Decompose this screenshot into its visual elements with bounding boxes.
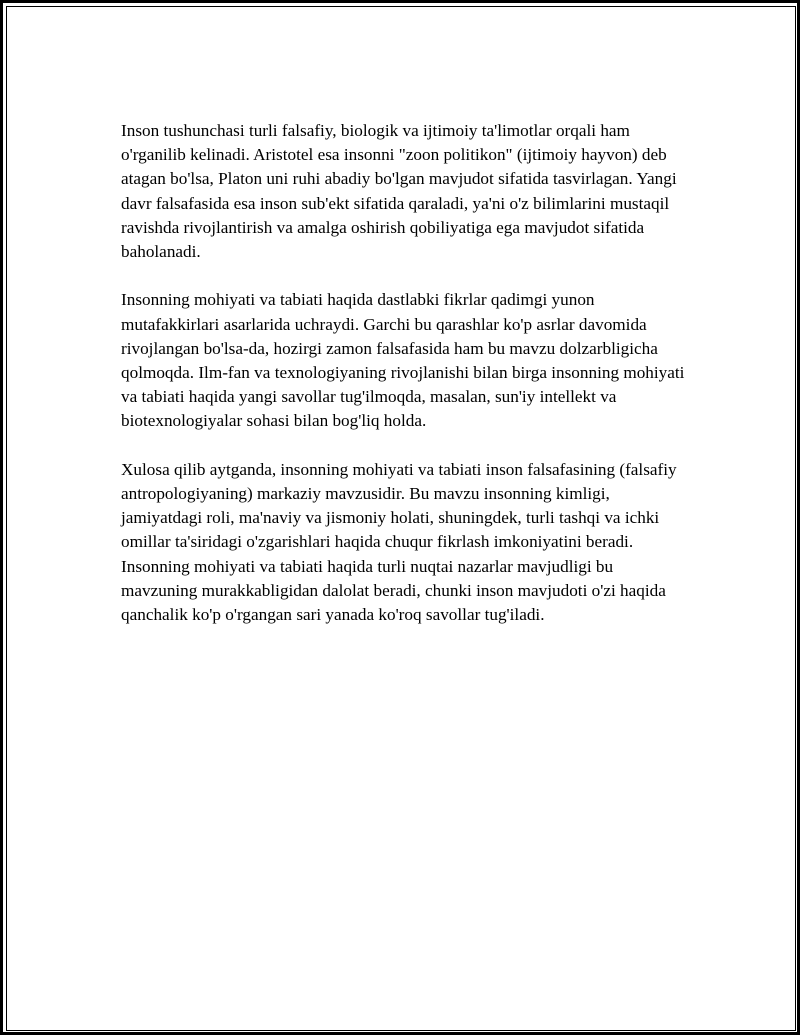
paragraph-2: Insonning mohiyati va tabiati haqida dastlabki fikrlar qadimgi yunon mutafakkirlari asarlarida uchraydi. Garchi bu qarashlar ko'p asrlar davomida rivojlangan bo'lsa-da, hozirgi zamon falsafasida ham bu mavzu dolzarbligicha qolmoqda. Ilm-fan va texnologiyaning rivojlanishi bilan birga insonning mohiyati va tabiati haqida yangi savollar tug'ilmoqda, masalan, sun'iy intellekt va biotexnologiyalar sohasi bilan bog'liq holda.	[121, 290, 685, 431]
document-body	[121, 119, 691, 651]
paragraph-3: Xulosa qilib aytganda, insonning mohiyati va tabiati inson falsafasining (falsafiy antropologiyaning) markaziy mavzusidir. Bu mavzu insonning kimligi, jamiyatdagi roli, ma'naviy va jismoniy holati, shuningdek, turli tashqi va ichki omillar ta'siridagi o'zgarishlari haqida chuqur fikrlash imkoniyatini beradi. Insonning mohiyati va tabiati haqida turli nuqtai nazarlar mavjudligi bu mavzuning murakkabligidan dalolat beradi, chunki inson mavjudoti o'zi haqida qanchalik ko'p o'rgangan sari yanada ko'roq savollar tug'iladi.	[121, 459, 677, 625]
paragraph-1: Inson tushunchasi turli falsafiy, biologik va ijtimoiy ta'limotlar orqali ham o'rganilib kelinadi. Aristotel esa insonni "zoon politikon" (ijtimoiy hayvon) deb atagan bo'lsa, Platon uni ruhi abadiy bo'lgan mavjudot sifatida tasvirlagan. Yangi davr falsafasida esa inson sub'ekt sifatida qaraladi, ya'ni o'z bilimlarini mustaqil ravishda rivojlantirish va amalga oshirish qobiliyatiga ega mavjudot sifatida baholanadi.	[121, 121, 677, 262]
